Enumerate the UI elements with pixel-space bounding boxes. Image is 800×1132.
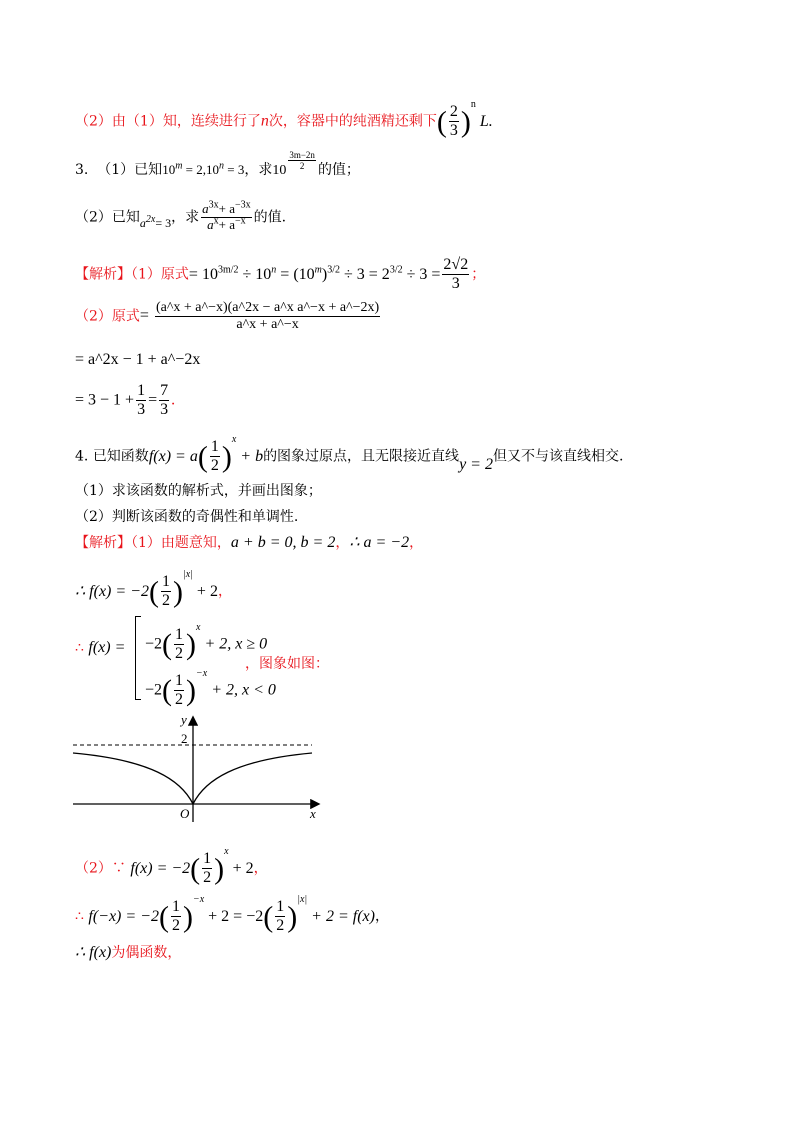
- q2-fraction: $\frac{2}{3}$: [449, 103, 458, 140]
- q3-part2-fraction: $\frac{a^{3x}+ a^{-3x}}{a^x+ a^{-x}}$: [202, 199, 251, 232]
- piecewise-case2: −2( $\frac{1}{2}$ )$^{-x}$ + 2, x < 0: [145, 668, 276, 709]
- q4-piecewise: ∴ f(x) =: [75, 639, 126, 656]
- origin-label: O: [180, 806, 190, 821]
- q3-solution-line3: = 3 − 1 + $\frac{1}{3}$ = $\frac{7}{3}$ .: [75, 382, 176, 419]
- q3-solution-2: （2）原式= $\frac{\text{(a\textasciicircum{}x + a\textasciicircum{}−x)(a\textasciicircum{}2x − a\textasciicircum{}x a\textasciicircum{}−x + a\textasciicircum{}−2x)}}{a\^{}x + a\^{}-x}$: [75, 300, 380, 333]
- solution-tag-2: 【解析】: [75, 535, 131, 551]
- q2-conclusion-line: （2）由（1）知，连续进行了n次，容器中的纯酒精还剩下( $\frac{2}{3}$ )$^n$ L.: [75, 99, 493, 140]
- left-branch-curve: [73, 753, 193, 804]
- right-branch-curve: [193, 753, 312, 804]
- q3-part1: 3. （1）已知$10^m = 2,10^n = 3$，求10 $\frac{3m-2n}{2}$ 的值；: [75, 150, 360, 179]
- piecewise-case1: −2( $\frac{1}{2}$ )$^x$ + 2, x ≥ 0: [145, 622, 268, 663]
- q2-part-text: （2）由（1）知，连续进行了: [75, 113, 261, 130]
- q4-part2-line1: （2）∵ f(x) = −2( $\frac{1}{2}$ )$^x$ + 2，: [75, 846, 268, 887]
- y-tick-2: 2: [181, 731, 188, 746]
- q3-solution-line2: = a^2x − 1 + a^−2x: [75, 351, 201, 368]
- q3-number: 3.: [75, 162, 89, 179]
- q4-solution-1: 【解析】（1）由题意知，a + b = 0, b = 2，∴ a = −2，: [75, 534, 424, 551]
- q3-part2: （2）已知$a^{2x}= 3$，求 $\frac{a^{3x}+ a^{-3x}}{a^x+ a^{-x}}$ 的值.: [75, 199, 287, 232]
- x-axis-label: x: [310, 806, 316, 821]
- q4-sub1: （1）求该函数的解析式，并画出图象；: [75, 483, 322, 499]
- q2-n: n: [260, 112, 269, 130]
- piecewise-brace: [135, 616, 141, 700]
- solution-tag: 【解析】: [75, 266, 131, 283]
- y-axis-label: y: [181, 712, 187, 727]
- q3-solution-1: 【解析】（1）原式= $10^{3m/2} \div 10^n = (10^m)^{3/2} \div 3 = 2^{3/2} \div 3$ = $\frac{2√2}{3}$ ；: [75, 256, 486, 293]
- q4-stem: 4. 已知函数f(x) = a( $\frac{1}{2}$ )$^x$ + b的图象过原点，且无限接近直线y = 2但又不与该直线相交.: [75, 434, 624, 475]
- q4-part2-line2: ∴ f(−x) = −2( $\frac{1}{2}$ )$^{-x}$ + 2 = −2( $\frac{1}{2}$ )$^{|x|}$ + 2 = f(x)，: [75, 894, 389, 935]
- piecewise-end-text: ，图象如图：: [245, 656, 329, 672]
- q2-mid-text: 次，容器中的纯酒精还剩下: [268, 113, 437, 130]
- q4-sub2: （2）判断该函数的奇偶性和单调性.: [75, 509, 299, 525]
- function-graph: [0, 710, 800, 840]
- q4-part2-line3: ∴ f(x)为偶函数，: [75, 944, 182, 961]
- q4-number: 4.: [75, 448, 89, 465]
- q4-function-line: ∴ f(x) = −2( $\frac{1}{2}$ )$^{|x|}$ + 2，: [75, 569, 232, 610]
